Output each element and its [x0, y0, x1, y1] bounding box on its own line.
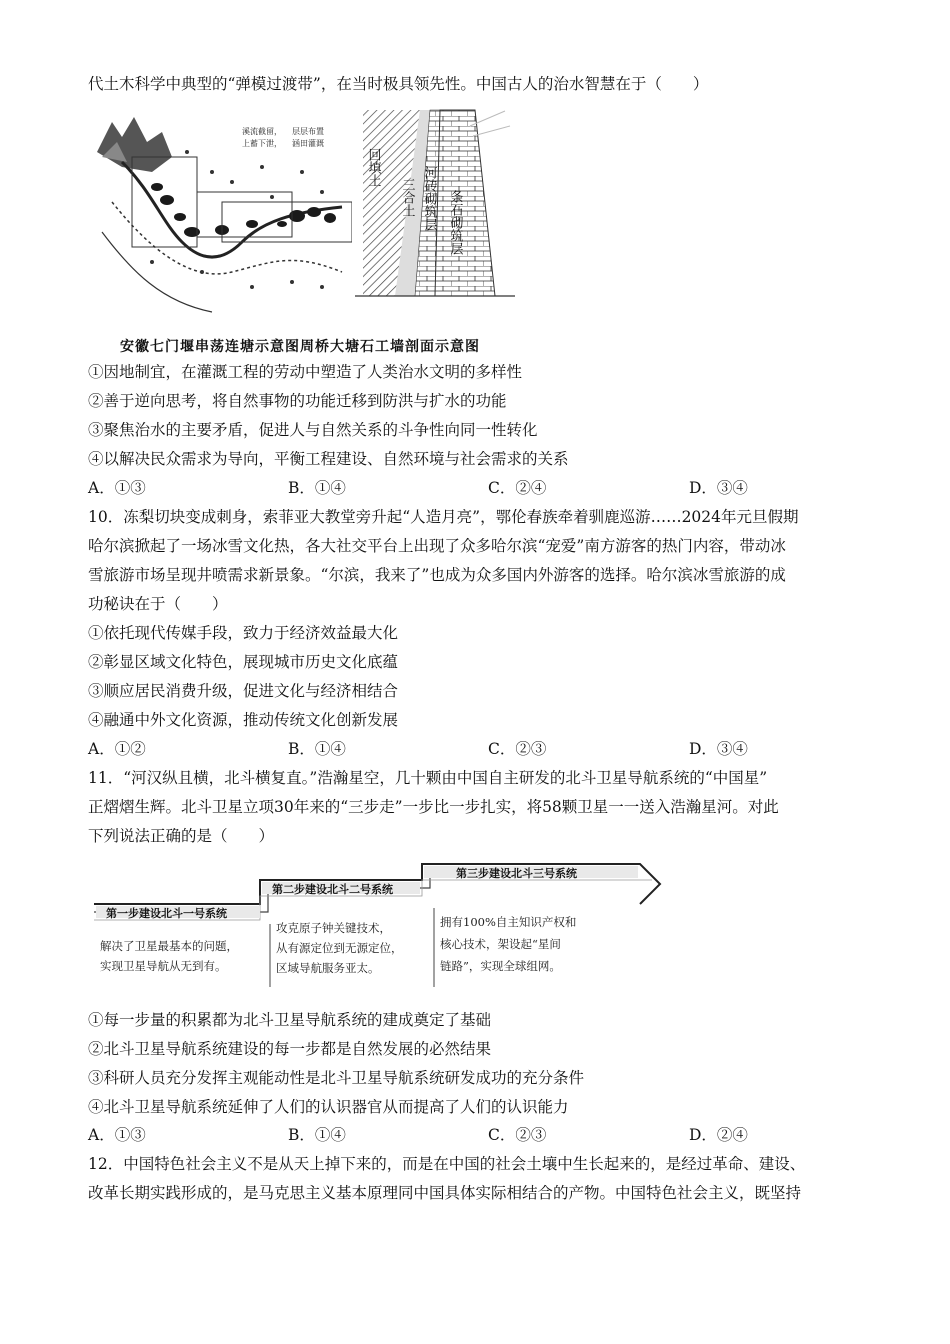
svg-text:攻克原子钟关键技术，: 攻克原子钟关键技术，: [276, 921, 391, 935]
q10-statement-4: ④融通中外文化资源，推动传统文化创新发展: [88, 711, 399, 729]
q9-figure-caption: 安徽七门堰串荡连塘示意图周桥大塘石工墙剖面示意图: [120, 339, 480, 355]
q11-option-a[interactable]: A．①③: [88, 1126, 146, 1144]
q11-statement-4: ④北斗卫星导航系统延伸了人们的认识器官从而提高了人们的认识能力: [88, 1098, 569, 1116]
svg-text:层层布置: 层层布置: [292, 127, 324, 136]
q12-line-1: 12．中国特色社会主义不是从天上掉下来的，而是在中国的社会土壤中生长起来的，是经过革命、建设、: [88, 1155, 806, 1173]
q9-statement-2: ②善于逆向思考，将自然事物的功能迁移到防洪与扩水的功能: [88, 392, 507, 410]
q11-line-2: 正熠熠生辉。北斗卫星立项30年来的“三步走”一步比一步扎实，将58颗卫星一一送入浩瀚星河。对此: [88, 798, 779, 816]
q11-line-3: 下列说法正确的是（ ）: [88, 827, 275, 845]
q9-statement-4: ④以解决民众需求为导向，平衡工程建设、自然环境与社会需求的关系: [88, 450, 569, 468]
wall-label-brick: [422, 166, 438, 232]
svg-text:实现卫星导航从无到有。: 实现卫星导航从无到有。: [100, 959, 227, 973]
q9-option-b[interactable]: B．①④: [288, 479, 346, 497]
stone-wall-section: [355, 106, 515, 302]
svg-text:河砖砌筑层: 河砖砌筑层: [421, 166, 437, 231]
q11-statement-3: ③科研人员充分发挥主观能动性是北斗卫星导航系统研发成功的充分条件: [88, 1069, 585, 1087]
wall-label-mixed: [400, 178, 416, 217]
svg-text:区域导航服务亚太。: 区域导航服务亚太。: [276, 961, 380, 975]
qimen-dam-map: [92, 112, 352, 322]
q10-option-c[interactable]: C．②③: [488, 740, 547, 758]
svg-text:核心技术，架设起“星间: 核心技术，架设起“星间: [440, 937, 561, 951]
q9-option-a[interactable]: A．①③: [88, 479, 146, 497]
q12-line-2: 改革长期实践形成的，是马克思主义基本原理同中国具体实际相结合的产物。中国特色社会主义，既坚持: [88, 1184, 802, 1202]
svg-text:涵田灌溉: 涵田灌溉: [292, 139, 324, 148]
q10-option-b[interactable]: B．①④: [288, 740, 346, 758]
svg-text:链路”，实现全球组网。: 链路”，实现全球组网。: [440, 959, 561, 973]
svg-text:解决了卫星最基本的问题，: 解决了卫星最基本的问题，: [100, 939, 238, 953]
q10-statement-1: ①依托现代传媒手段，致力于经济效益最大化: [88, 624, 399, 642]
svg-text:条石砌筑层: 条石砌筑层: [447, 190, 463, 255]
q10-line-4: 功秘诀在于（ ）: [88, 595, 228, 613]
q10-option-d[interactable]: D．③④: [689, 740, 748, 758]
q10-statement-3: ③顺应居民消费升级，促进文化与经济相结合: [88, 682, 399, 700]
q10-option-a[interactable]: A．①②: [88, 740, 146, 758]
q9-statement-3: ③聚焦治水的主要矛盾，促进人与自然关系的斗争性向同一性转化: [88, 421, 538, 439]
step-2-title: 第二步建设北斗二号系统: [272, 883, 393, 896]
svg-text:回填土: 回填土: [365, 148, 381, 187]
q9-option-c[interactable]: C．②④: [488, 479, 547, 497]
q11-option-b[interactable]: B．①④: [288, 1126, 346, 1144]
step-1-title: 第一步建设北斗一号系统: [106, 907, 227, 920]
q9-stem: 代土木科学中典型的“弹模过渡带”，在当时极具领先性。中国古人的治水智慧在于（ ）: [88, 75, 709, 93]
svg-text:三合土: 三合土: [399, 178, 415, 217]
svg-text:拥有100%自主知识产权和: 拥有100%自主知识产权和: [440, 915, 577, 929]
beidou-steps-figure: [92, 852, 662, 1000]
svg-text:从有源定位到无源定位，: 从有源定位到无源定位，: [276, 941, 403, 955]
q11-statement-2: ②北斗卫星导航系统建设的每一步都是自然发展的必然结果: [88, 1040, 492, 1058]
q11-statement-1: ①每一步量的积累都为北斗卫星导航系统的建成奠定了基础: [88, 1011, 492, 1029]
svg-text:上蓄下泄，: 上蓄下泄，: [242, 139, 282, 148]
wall-label-stone: [448, 190, 464, 256]
q10-line-1: 10．冻梨切块变成刺身，索菲亚大教堂旁升起“人造月亮”，鄂伦春族牵着驯鹿巡游……2024年元旦假期: [88, 508, 799, 526]
q11-option-c[interactable]: C．②③: [488, 1126, 547, 1144]
svg-text:溪流截留，: 溪流截留，: [242, 127, 282, 136]
q11-option-d[interactable]: D．②④: [689, 1126, 748, 1144]
q9-statement-1: ①因地制宜，在灌溉工程的劳动中塑造了人类治水文明的多样性: [88, 363, 523, 381]
q9-option-d[interactable]: D．③④: [689, 479, 748, 497]
q10-line-2: 哈尔滨掀起了一场冰雪文化热，各大社交平台上出现了众多哈尔滨“宠爱”南方游客的热门内容，带动冰: [88, 537, 786, 555]
q10-line-3: 雪旅游市场呈现井喷需求新景象。“尔滨，我来了”也成为众多国内外游客的选择。哈尔滨冰雪旅游的成: [88, 566, 786, 584]
step-3-title: 第三步建设北斗三号系统: [456, 867, 577, 880]
wall-label-backfill: [366, 148, 382, 187]
step-3-desc: [440, 915, 576, 973]
q10-statement-2: ②彰显区域文化特色，展现城市历史文化底蕴: [88, 653, 399, 671]
q11-line-1: 11．“河汉纵且横，北斗横复直。”浩瀚星空，几十颗由中国自主研发的北斗卫星导航系统的“中国星”: [88, 769, 768, 787]
